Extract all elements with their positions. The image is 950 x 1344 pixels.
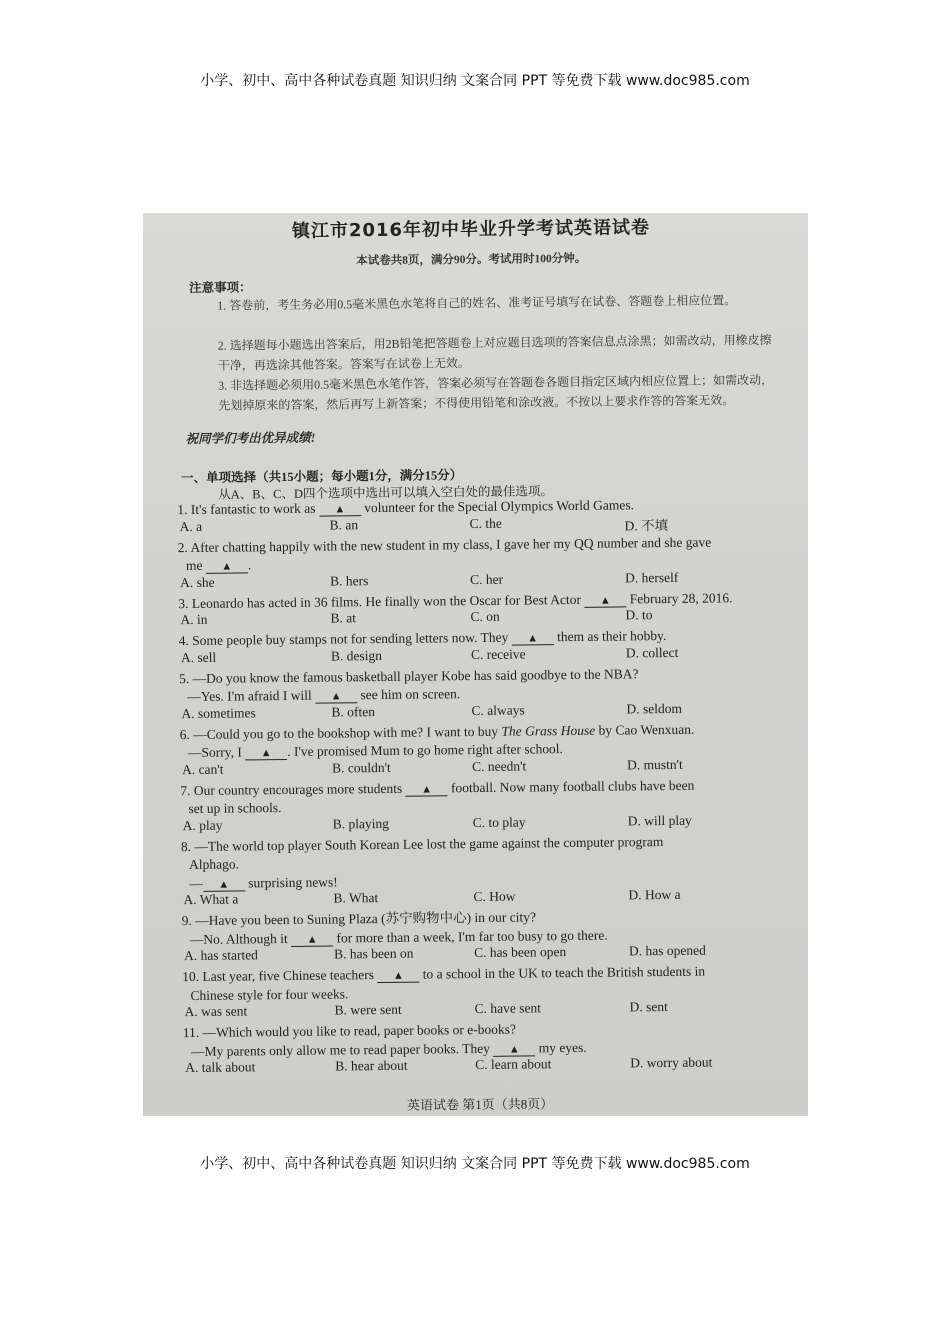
option-c: C. on bbox=[470, 608, 500, 625]
question-text: 11. —Which would you like to read, paper books or e-books? bbox=[182, 1021, 517, 1041]
option-b: B. What bbox=[333, 890, 379, 906]
answer-blank: ▲ bbox=[203, 878, 245, 891]
answer-blank: ▲ bbox=[315, 690, 357, 703]
option-b: B. hear about bbox=[335, 1057, 408, 1074]
option-b: B. were sent bbox=[334, 1001, 402, 1018]
question-text: 2. After chatting happily with the new student in my class, I gave her my QQ number and she gave bbox=[177, 534, 712, 555]
answer-blank: ▲ bbox=[584, 594, 626, 607]
answer-blank: ▲ bbox=[377, 970, 419, 983]
question-text: 3. Leonardo has acted in 36 films. He finally won the Oscar for Best Actor bbox=[178, 591, 585, 611]
question-text: 4. Some people buy stamps not for sending letters now. They bbox=[178, 629, 512, 649]
option-c: C. to play bbox=[472, 813, 526, 830]
option-c: C. always bbox=[471, 701, 525, 718]
option-d: D. 不填 bbox=[624, 517, 669, 533]
question-text: 5. —Do you know the famous basketball player Kobe has said goodbye to the NBA? bbox=[179, 665, 639, 686]
option-c: C. How bbox=[473, 888, 516, 905]
section-instructions: 从A、B、C、D四个选项中选出可以填入空白处的最佳选项。 bbox=[218, 484, 553, 502]
question-text: 6. —Could you go to the bookshop with me? I want to buy bbox=[179, 723, 502, 742]
option-d: D. has opened bbox=[628, 942, 706, 959]
question-text: — bbox=[189, 875, 203, 891]
book-title: The Grass House bbox=[501, 722, 596, 739]
option-b: B. an bbox=[329, 516, 359, 533]
option-d: D. herself bbox=[625, 569, 679, 585]
question-text: football. Now many football clubs have been bbox=[447, 777, 695, 795]
option-b: B. design bbox=[330, 647, 382, 664]
question-text: to a school in the UK to teach the British students in bbox=[419, 963, 706, 982]
option-c: C. has been open bbox=[473, 944, 567, 961]
answer-blank: ▲ bbox=[245, 747, 287, 760]
option-b: B. playing bbox=[332, 815, 389, 832]
option-a: A. sometimes bbox=[181, 704, 256, 721]
answer-blank: ▲ bbox=[291, 933, 333, 946]
question-text: —No. Although it bbox=[189, 930, 292, 947]
option-c: C. learn about bbox=[475, 1056, 552, 1073]
option-d: D. worry about bbox=[630, 1054, 713, 1071]
option-d: D. will play bbox=[627, 812, 692, 828]
exam-title: 镇江市2016年初中毕业升学考试英语试卷 bbox=[291, 217, 651, 242]
notice-heading: 注意事项： bbox=[188, 280, 252, 295]
question-text: volunteer for the Special Olympics World Games. bbox=[360, 497, 635, 516]
option-a: A. sell bbox=[180, 649, 217, 665]
notice-item-2: 2. 选择题每小题选出答案后，用2B铅笔把答题卷上对应题目选项的答案信息点涂黑；如需改动，用橡皮擦干净，再选涂其他答案。答案写在试卷上无效。 bbox=[217, 332, 772, 373]
option-d: D. sent bbox=[629, 999, 668, 1015]
exam-photo bbox=[143, 213, 808, 1116]
answer-blank: ▲ bbox=[319, 503, 361, 516]
option-a: A. talk about bbox=[185, 1059, 256, 1076]
good-luck-message: 祝同学们考出优异成绩! bbox=[185, 430, 316, 447]
option-a: A. What a bbox=[183, 891, 239, 908]
notice-item-1: 1. 答卷前，考生务必用0.5毫米黑色水笔将自己的姓名、准考证号填写在试卷、答题卷上相应位置。 bbox=[217, 293, 737, 313]
question-text: 10. Last year, five Chinese teachers bbox=[182, 967, 378, 985]
answer-blank: ▲ bbox=[512, 632, 554, 645]
page-footer: 英语试卷 第1页（共8页） bbox=[406, 1096, 554, 1113]
option-a: A. a bbox=[179, 518, 203, 534]
question-text: them as their hobby. bbox=[553, 627, 667, 645]
question-text: Alphago. bbox=[189, 856, 240, 873]
question-text: . I've promised Mum to go home right after school. bbox=[287, 741, 563, 759]
question-text: by Cao Wenxuan. bbox=[595, 721, 695, 738]
answer-blank: ▲ bbox=[406, 783, 448, 796]
question-text: —Yes. I'm afraid I will bbox=[187, 687, 316, 705]
question-text: set up in schools. bbox=[188, 800, 282, 817]
question-text: 7. Our country encourages more students bbox=[180, 780, 406, 798]
option-b: B. has been on bbox=[333, 945, 414, 962]
option-c: C. receive bbox=[470, 645, 526, 662]
question-text: February 28, 2016. bbox=[626, 589, 733, 606]
option-c: C. her bbox=[470, 571, 504, 587]
question-text: 8. —The world top player South Korean Lee lost the game against the computer program bbox=[180, 833, 664, 854]
question-text: Chinese style for four weeks. bbox=[190, 985, 349, 1003]
option-d: D. to bbox=[625, 607, 653, 623]
question-text: —Sorry, I bbox=[187, 744, 246, 761]
header-banner: 小学、初中、高中各种试卷真题 知识归纳 文案合同 PPT 等免费下载 www.doc985.com bbox=[200, 73, 750, 89]
footer-banner: 小学、初中、高中各种试卷真题 知识归纳 文案合同 PPT 等免费下载 www.doc985.com bbox=[200, 1156, 750, 1172]
exam-subtitle: 本试卷共8页，满分90分。考试用时100分钟。 bbox=[356, 252, 587, 268]
option-a: A. play bbox=[182, 817, 223, 833]
option-d: D. How a bbox=[628, 886, 681, 903]
option-d: D. seldom bbox=[626, 700, 683, 716]
option-d: D. collect bbox=[625, 644, 679, 660]
exam-page bbox=[143, 213, 808, 1116]
option-a: A. has started bbox=[183, 947, 258, 964]
option-b: B. hers bbox=[330, 572, 369, 589]
answer-blank: ▲ bbox=[493, 1043, 535, 1056]
question-text: 9. —Have you been to Suning Plaza (苏宁购物中心) in our city? bbox=[181, 909, 537, 929]
question-text: my eyes. bbox=[535, 1039, 587, 1055]
option-d: D. mustn't bbox=[626, 756, 683, 772]
question-text: see him on screen. bbox=[357, 686, 461, 703]
notice-item-3: 3. 非选择题必须用0.5毫米黑色水笔作答，答案必须写在答题卷各题目指定区域内相应位置上；如需改动，先划掉原来的答案，然后再写上新答案；不得使用铅笔和涂改液。不按以上要求作答的答案无效。 bbox=[217, 372, 774, 413]
option-a: A. in bbox=[180, 611, 208, 628]
question-text: me bbox=[185, 557, 206, 574]
question-text: surprising news! bbox=[244, 873, 338, 890]
option-a: A. can't bbox=[182, 761, 224, 777]
option-b: B. often bbox=[331, 703, 376, 720]
question-text: —My parents only allow me to read paper books. They bbox=[190, 1040, 494, 1059]
option-b: B. couldn't bbox=[331, 759, 391, 776]
option-c: C. needn't bbox=[471, 757, 527, 774]
option-c: C. the bbox=[469, 515, 502, 531]
question-text: . bbox=[247, 557, 252, 573]
question-text: 1. It's fantastic to work as bbox=[177, 500, 319, 518]
option-c: C. have sent bbox=[474, 1000, 542, 1017]
option-b: B. at bbox=[330, 610, 357, 626]
question-text: for more than a week, I'm far too busy to go there. bbox=[333, 927, 608, 946]
section-heading: 一、单项选择（共15小题；每小题1分，满分15分） bbox=[180, 468, 463, 486]
answer-blank: ▲ bbox=[206, 560, 248, 573]
option-a: A. she bbox=[180, 574, 215, 590]
option-a: A. was sent bbox=[184, 1003, 248, 1020]
